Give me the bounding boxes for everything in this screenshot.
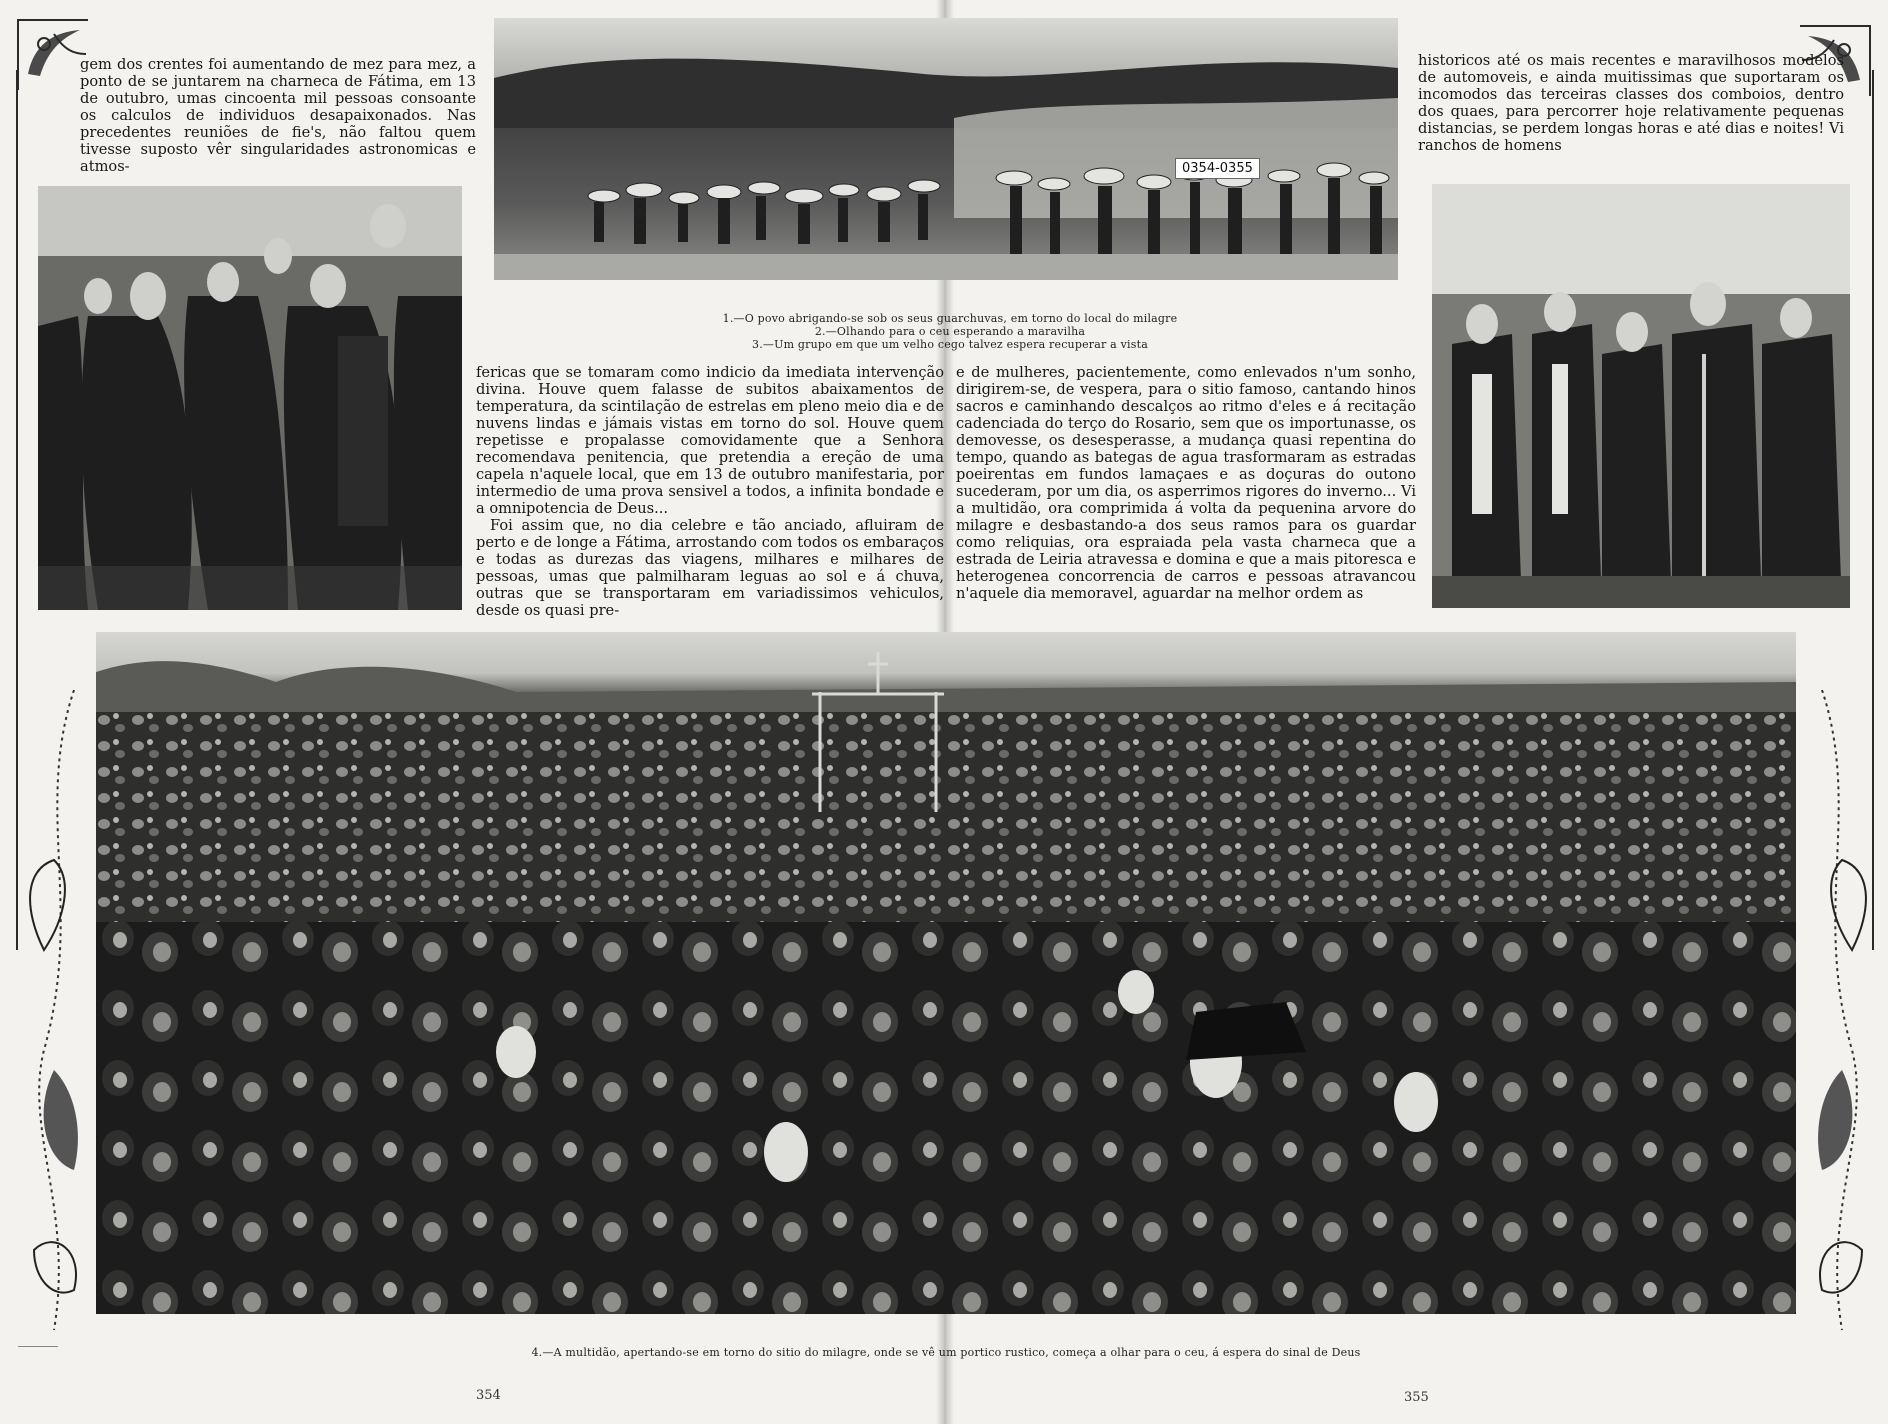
bottom-left-rule bbox=[18, 1346, 58, 1347]
left-top-column: gem dos crentes foi aumentando de mez para mez, a ponto de se juntarem na charneca de Fátima, em 13 de outubro, umas cincoenta mil pessoas consoante os calculos de individuos desapaixonados. Nas precedentes reuniões de fie's, não faltou quem tivesse suposto vêr singularidades astronomicas e atmos- bbox=[80, 56, 476, 175]
men-group-photo bbox=[1432, 184, 1850, 608]
right-floral-ornament bbox=[1792, 690, 1882, 1340]
scan-page-label: 0354-0355 bbox=[1175, 158, 1260, 179]
umbrella-crowd-photo bbox=[494, 18, 1398, 280]
caption-4: 4.—A multidão, apertando-se em torno do sitio do milagre, onde se vê um portico rustico, começa a olhar para o ceu, á espera do sinal de Deus bbox=[531, 1346, 1361, 1359]
page-number-right: 355 bbox=[1404, 1390, 1429, 1405]
caption-1: 1.—O povo abrigando-se sob os seus guarchuvas, em torno do local do milagre bbox=[722, 312, 1178, 325]
right-top-column: historicos até os mais recentes e maravilhosos modelos de automoveis, e ainda muitissimas que suportaram os incomodos das terceiras classes dos comboios, dentro dos quaes, para percorrer hoje relativamente pequenas distancias, se perdem longas horas e até dias e noites! Vi ranchos de homens bbox=[1418, 52, 1844, 154]
left-middle-column: fericas que se tomaram como indicio da imediata intervenção divina. Houve quem falasse de subitos abaixamentos de temperatura, da scintilação de estrelas em pleno meio dia e de nuvens lindas e jámais vistas em torno do sol. Houve quem repetisse e propalasse comovidamente que a Senhora recomendava penitencia, que pretendia a ereção de uma capela n'aquele local, que em 13 de outubro manifestaria, por intermedio de uma prova sensivel a todos, a infinita bondade e a omnipotencia de Deus... Foi assim que, no dia celebre e tão anciado, afluiram de perto e de longe a Fátima, arrostando com todos os embaraços e todas as durezas das viagens, milhares e milhares de pessoas, umas que palmilharam leguas ao sol e á chuva, outras que se transportaram em variadissimos vehiculos, desde os quasi pre- bbox=[476, 364, 944, 619]
caption-3: 3.—Um grupo em que um velho cego talvez espera recuperar a vista bbox=[752, 338, 1148, 351]
large-crowd-photo bbox=[96, 632, 1796, 1314]
caption-2: 2.—Olhando para o ceu esperando a maravilha bbox=[814, 325, 1086, 338]
left-floral-ornament bbox=[14, 690, 104, 1340]
group-looking-up-photo bbox=[38, 186, 462, 610]
page-number-left: 354 bbox=[476, 1388, 501, 1403]
right-middle-column: e de mulheres, pacientemente, como enlevados n'um sonho, dirigirem-se, de vespera, para o sitio famoso, cantando hinos sacros e caminhando descalços ao ritmo d'eles e á recitação cadenciada do terço do Rosario, sem que os importunasse, os demovesse, os desesperasse, a mudança quasi repentina do tempo, quando as bategas de agua trasformaram as estradas poeirentas em fundos lamaçaes e as doçuras do outono sucederam, por um dia, os asperrimos rigores do inverno... Vi a multidão, ora comprimida á volta da pequenina arvore do milagre e desbastando-a dos seus ramos para os guardar como reliquias, ora espraiada pela vasta charneca que a estrada de Leiria atravessa e domina e que a mais pitoresca e heterogenea concorrencia de carros e pessoas atravancou n'aquele dia memoravel, aguardar na melhor ordem as bbox=[956, 364, 1416, 602]
